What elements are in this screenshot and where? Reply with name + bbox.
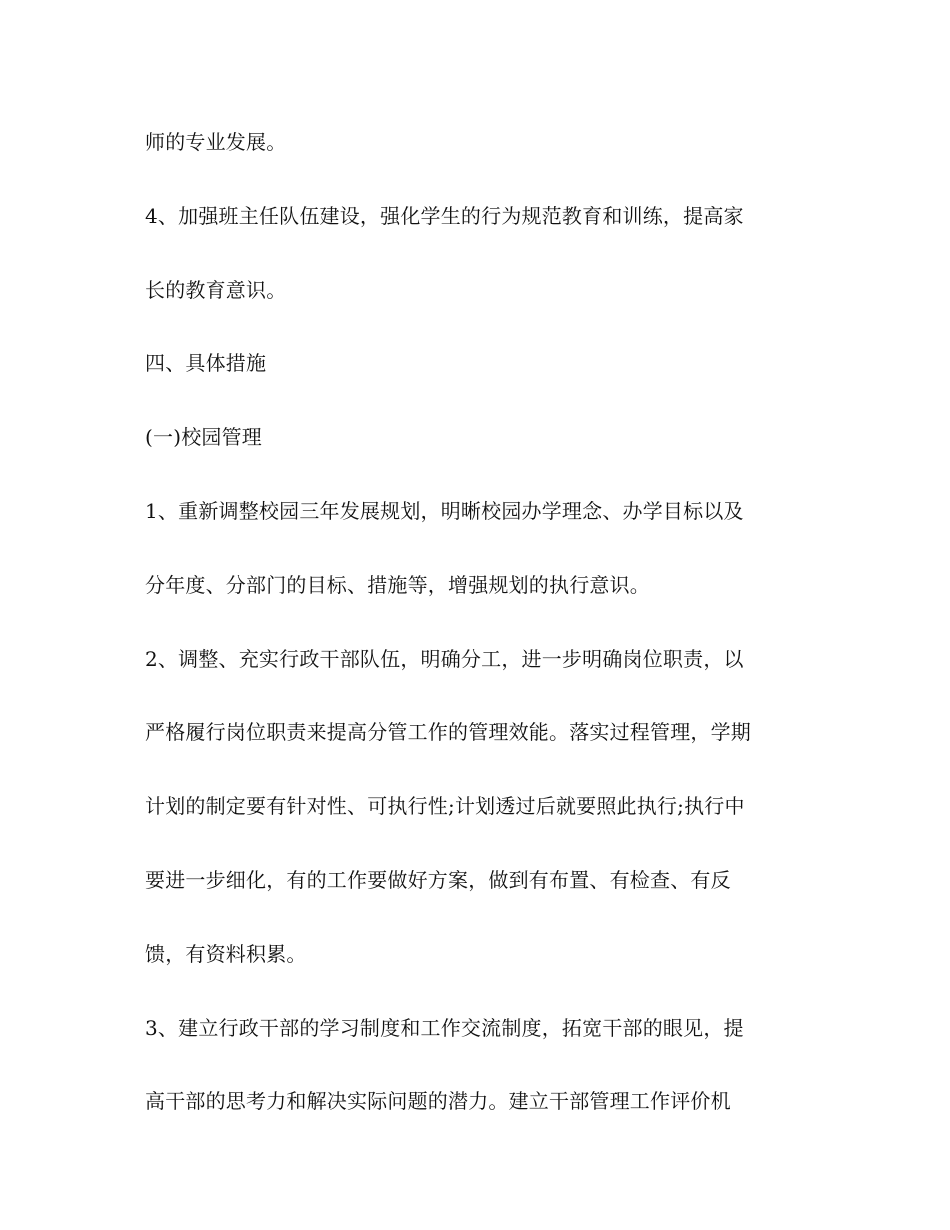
text-line: 4、加强班主任队伍建设，强化学生的行为规范教育和训练，提高家 bbox=[145, 204, 744, 228]
text-line: 长的教育意识。 bbox=[145, 278, 287, 302]
section-heading: 四、具体措施 bbox=[145, 351, 267, 375]
text-line: 要进一步细化，有的工作要做好方案，做到有布置、有检查、有反 bbox=[145, 868, 731, 892]
text-line: 馈，有资料积累。 bbox=[145, 942, 307, 966]
text-line: 计划的制定要有针对性、可执行性;计划透过后就要照此执行;执行中 bbox=[145, 794, 745, 818]
text-line: 师的专业发展。 bbox=[145, 130, 287, 154]
text-line: 2、调整、充实行政干部队伍，明确分工，进一步明确岗位职责，以 bbox=[145, 647, 744, 671]
text-line: 分年度、分部门的目标、措施等，增强规划的执行意识。 bbox=[145, 573, 650, 597]
text-line: 3、建立行政干部的学习制度和工作交流制度，拓宽干部的眼见，提 bbox=[145, 1016, 744, 1040]
text-line: 高干部的思考力和解决实际问题的潜力。建立干部管理工作评价机 bbox=[145, 1089, 731, 1113]
subsection-heading: (一)校园管理 bbox=[145, 425, 263, 449]
text-line: 1、重新调整校园三年发展规划，明晰校园办学理念、办学目标以及 bbox=[145, 499, 744, 523]
text-line: 严格履行岗位职责来提高分管工作的管理效能。落实过程管理，学期 bbox=[145, 720, 751, 744]
